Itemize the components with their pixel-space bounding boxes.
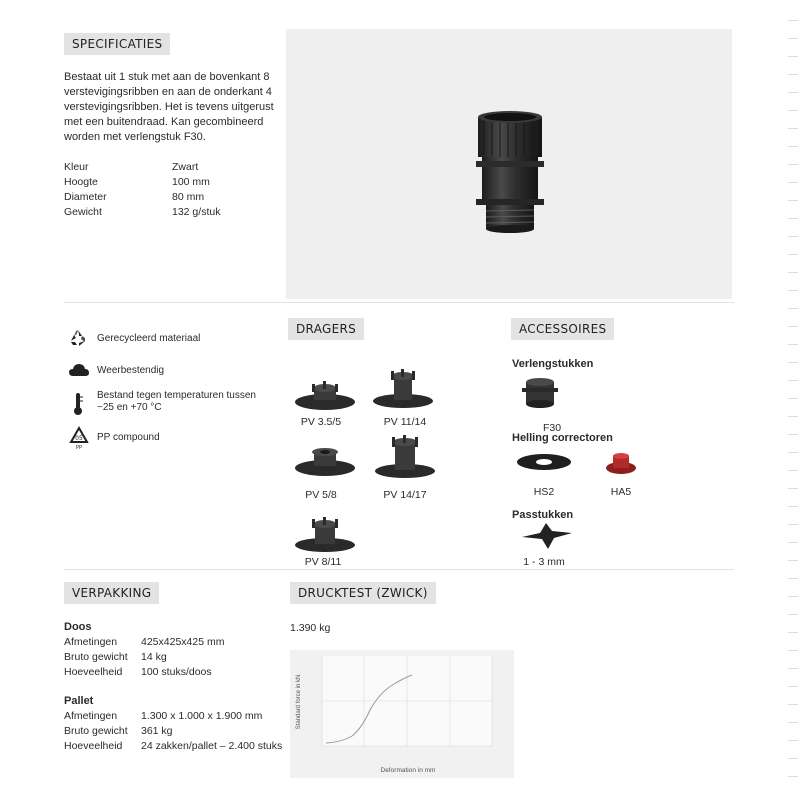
spec-row [64,160,284,175]
doos-row [64,650,284,665]
spec-description-line: met een buitendraad. Kan gecombineerd [64,116,264,128]
verlengstukken-title: Verlengstukken [512,358,594,370]
ruler-tick [788,146,798,147]
ruler-tick [788,380,798,381]
feature-label-line: Bestand tegen temperaturen tussen [97,390,256,401]
svg-text:PP: PP [75,445,83,450]
spec-description-line: Bestaat uit 1 stuk met aan de bovenkant 8 [64,71,270,83]
feature-pp [68,426,268,450]
ruler-tick [788,614,798,615]
ruler-tick [788,362,798,363]
spec-description-line: verstevigingsribben. Het is tevens uitgerust [64,101,274,113]
ruler-tick [788,326,798,327]
pallet-row [64,724,284,739]
pedestal-pv-3-5-5-image [294,378,356,412]
drager-label: PV 14/17 [383,489,427,501]
ruler-tick [788,632,798,633]
spec-label: Diameter [64,191,107,203]
feature-weather [68,360,268,380]
force-deformation-plot [290,650,514,778]
pallet-label: Afmetingen [64,710,118,722]
drucktest-heading: DRUCKTEST (ZWICK) [290,582,436,604]
divider [64,302,734,303]
ruler-tick [788,182,798,183]
specificaties-heading: SPECIFICATIES [64,33,170,55]
ruler-tick [788,776,798,777]
doos-label: Afmetingen [64,636,118,648]
doos-title: Doos [64,621,92,633]
slope-corrector-hs2-image [516,452,572,472]
ruler-tick [788,272,798,273]
pallet-title: Pallet [64,695,94,707]
spec-row [64,175,284,190]
ruler-tick [788,740,798,741]
spec-value: 100 mm [172,176,210,188]
pallet-table [64,709,284,754]
recycle-icon [68,328,88,348]
drager-label: PV 8/11 [304,556,342,568]
verpakking-heading: VERPAKKING [64,582,159,604]
ruler-tick [788,452,798,453]
ruler-tick [788,200,798,201]
spec-label: Gewicht [64,206,102,218]
drucktest-chart [290,650,514,778]
ruler-tick [788,128,798,129]
ruler-tick [788,38,798,39]
spec-label: Kleur [64,161,89,173]
pallet-label: Hoeveelheid [64,740,123,752]
passtukken-title: Passtukken [512,509,574,521]
spec-description [64,70,284,145]
ruler-tick [788,434,798,435]
accessory-label: F30 [542,422,562,434]
ruler-tick [788,722,798,723]
ruler-tick [788,398,798,399]
spec-description-line: worden met verlengstuk F30. [64,131,206,143]
pedestal-pv-5-8-image [294,444,356,478]
ruler-tick [788,236,798,237]
drager-label: PV 5/8 [305,489,337,501]
doos-value: 100 stuks/doos [141,666,212,678]
ruler-tick [788,506,798,507]
feature-label: Gerecycleerd materiaal [97,333,201,344]
divider [64,569,734,570]
shim-image [518,521,574,551]
pedestal-pv-14-17-image [374,434,436,480]
spec-value: 132 g/stuk [172,206,221,218]
spec-value: 80 mm [172,191,205,203]
doos-value: 14 kg [141,651,167,663]
slope-corrector-ha5-image [604,452,638,476]
pallet-row [64,709,284,724]
ruler-tick [788,560,798,561]
ruler-tick [788,686,798,687]
cloud-icon [68,362,90,378]
accessory-label: HA5 [610,486,632,498]
svg-text:05: 05 [75,435,83,442]
spec-label: Hoogte [64,176,98,188]
helling-title: Helling correctoren [512,432,613,444]
doos-row [64,665,284,680]
ruler-tick [788,20,798,21]
doos-label: Hoeveelheid [64,666,123,678]
feature-label-line: −25 en +70 °C [97,402,162,413]
ruler-tick [788,254,798,255]
ruler-tick [788,758,798,759]
ruler-tick [788,578,798,579]
thermometer-icon [72,392,84,416]
spec-description-line: verstevigingsribben en aan de onderkant 4 [64,86,272,98]
accessory-label: HS2 [533,486,555,498]
drager-label: PV 3.5/5 [300,416,342,428]
doos-row [64,635,284,650]
ruler-tick [788,74,798,75]
feature-label: Weerbestendig [97,365,165,376]
extension-piece-image [286,29,732,299]
pallet-value: 361 kg [141,725,173,737]
ruler-tick [788,218,798,219]
chart-x-axis-label: Deformation in mm [380,767,436,774]
spec-table [64,160,284,220]
dragers-heading: DRAGERS [288,318,364,340]
spec-row [64,205,284,220]
ruler-tick [788,470,798,471]
ruler-tick [788,290,798,291]
ruler-tick [788,542,798,543]
spec-row [64,190,284,205]
edge-ruler [782,0,800,800]
ruler-tick [788,56,798,57]
doos-label: Bruto gewicht [64,651,128,663]
feature-recycled [68,328,268,348]
pedestal-pv-8-11-image [294,516,356,554]
pallet-value: 24 zakken/pallet – 2.400 stuks [141,740,283,752]
extension-f30-image [520,376,560,410]
product-photo [286,29,732,299]
pallet-row [64,739,284,754]
ruler-tick [788,650,798,651]
feature-temperature [68,390,268,420]
chart-y-axis-label: Standard force in kN [296,674,302,730]
pedestal-pv-11-14-image [372,368,434,410]
ruler-tick [788,488,798,489]
ruler-tick [788,110,798,111]
feature-label: PP compound [97,432,160,443]
pallet-value: 1.300 x 1.000 x 1.900 mm [141,710,263,722]
ruler-tick [788,668,798,669]
ruler-tick [788,164,798,165]
doos-value: 425x425x425 mm [141,636,225,648]
ruler-tick [788,92,798,93]
accessory-label: 1 - 3 mm [523,556,565,568]
accessoires-heading: ACCESSOIRES [511,318,614,340]
feature-label [97,390,267,414]
ruler-tick [788,704,798,705]
ruler-tick [788,416,798,417]
spec-value: Zwart [172,161,199,173]
drager-label: PV 11/14 [383,416,427,428]
pp-recycle-icon [68,426,90,450]
pallet-label: Bruto gewicht [64,725,128,737]
ruler-tick [788,344,798,345]
drucktest-value: 1.390 kg [290,622,331,634]
ruler-tick [788,524,798,525]
doos-table [64,635,284,680]
ruler-tick [788,308,798,309]
ruler-tick [788,596,798,597]
